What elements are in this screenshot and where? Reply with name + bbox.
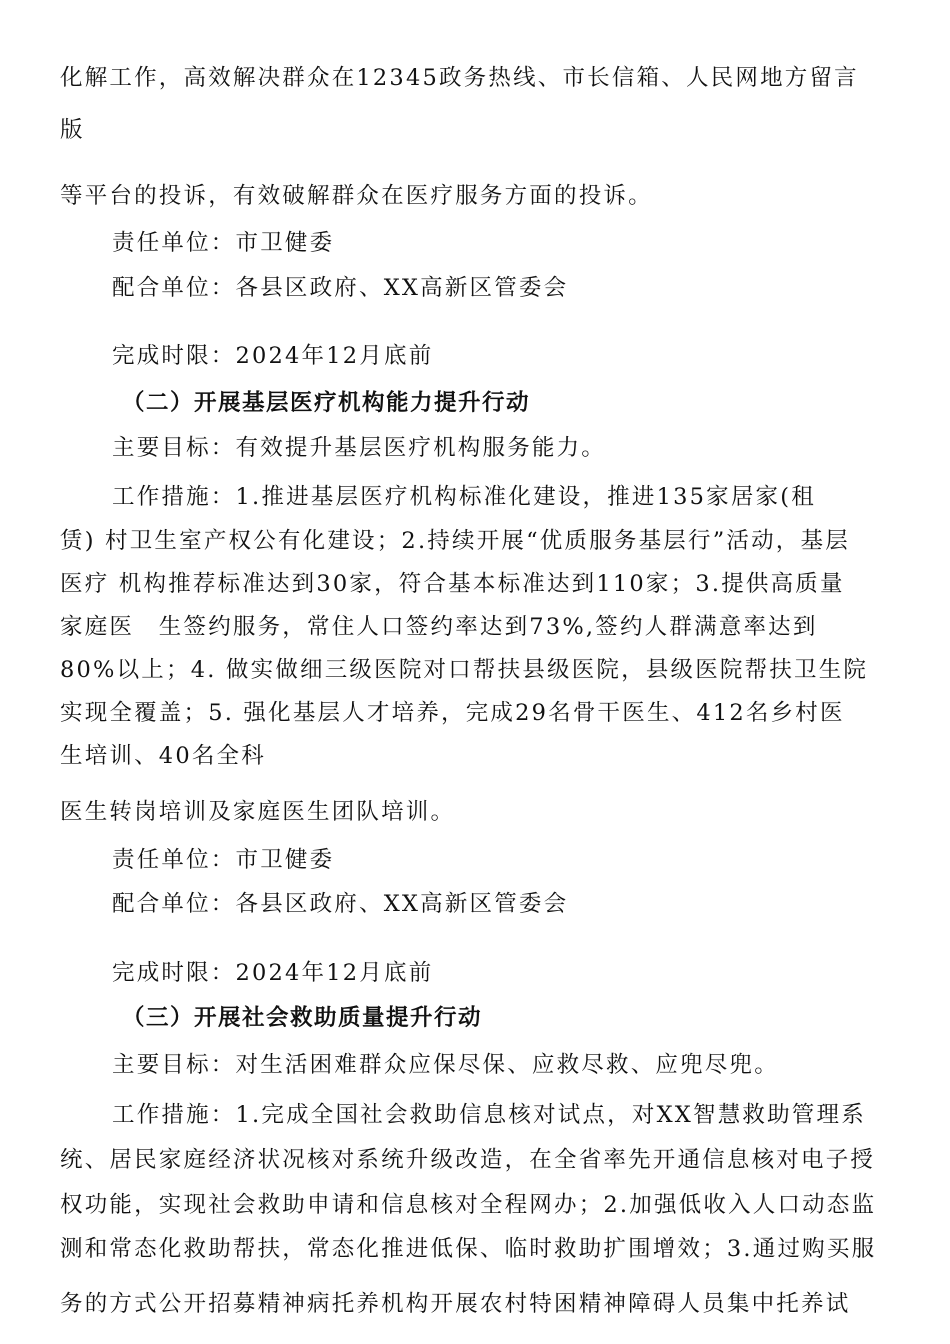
deadline: 完成时限：2024年12月底前	[112, 343, 434, 369]
responsible-unit: 责任单位：市卫健委	[112, 847, 335, 873]
body-line: 生培训、40名全科	[60, 743, 266, 769]
work-measures: 工作措施：1.推进基层医疗机构标准化建设，推进135家居家(租	[112, 484, 816, 510]
section-heading: （三）开展社会救助质量提升行动	[122, 1005, 483, 1031]
section-heading: （二）开展基层医疗机构能力提升行动	[122, 390, 531, 416]
body-line: 医疗 机构推荐标准达到30家，符合基本标准达到110家；3.提供高质量	[60, 571, 845, 597]
work-measures: 工作措施：1.完成全国社会救助信息核对试点，对XX智慧救助管理系	[112, 1102, 866, 1128]
cooperating-unit: 配合单位：各县区政府、XX高新区管委会	[112, 275, 569, 301]
body-line: 医生转岗培训及家庭医生团队培训。	[60, 799, 456, 825]
deadline: 完成时限：2024年12月底前	[112, 960, 434, 986]
body-line: 权功能，实现社会救助申请和信息核对全程网办；2.加强低收入人口动态监	[60, 1192, 877, 1218]
body-line: 赁) 村卫生室产权公有化建设；2.持续开展“优质服务基层行”活动，基层	[60, 528, 850, 554]
body-line: 实现全覆盖；5. 强化基层人才培养，完成29名骨干医生、412名乡村医	[60, 700, 845, 726]
body-line: 80%以上；4. 做实做细三级医院对口帮扶县级医院，县级医院帮扶卫生院	[60, 657, 869, 683]
main-goal: 主要目标：有效提升基层医疗机构服务能力。	[112, 435, 607, 461]
main-goal: 主要目标：对生活困难群众应保尽保、应救尽救、应兜尽兜。	[112, 1052, 779, 1078]
body-line: 务的方式公开招募精神病托养机构开展农村特困精神障碍人员集中托养试	[60, 1291, 851, 1317]
cooperating-unit: 配合单位：各县区政府、XX高新区管委会	[112, 891, 569, 917]
body-line: 家庭医 生签约服务，常住人口签约率达到73%,签约人群满意率达到	[60, 614, 818, 640]
responsible-unit: 责任单位：市卫健委	[112, 230, 335, 256]
body-line: 测和常态化救助帮扶，常态化推进低保、临时救助扩围增效；3.通过购买服	[60, 1236, 877, 1262]
body-line: 版	[60, 117, 85, 143]
body-line: 统、居民家庭经济状况核对系统升级改造，在全省率先开通信息核对电子授	[60, 1147, 876, 1173]
body-line: 等平台的投诉，有效破解群众在医疗服务方面的投诉。	[60, 183, 653, 209]
body-line: 化解工作，高效解决群众在12345政务热线、市长信箱、人民网地方留言	[60, 65, 859, 91]
